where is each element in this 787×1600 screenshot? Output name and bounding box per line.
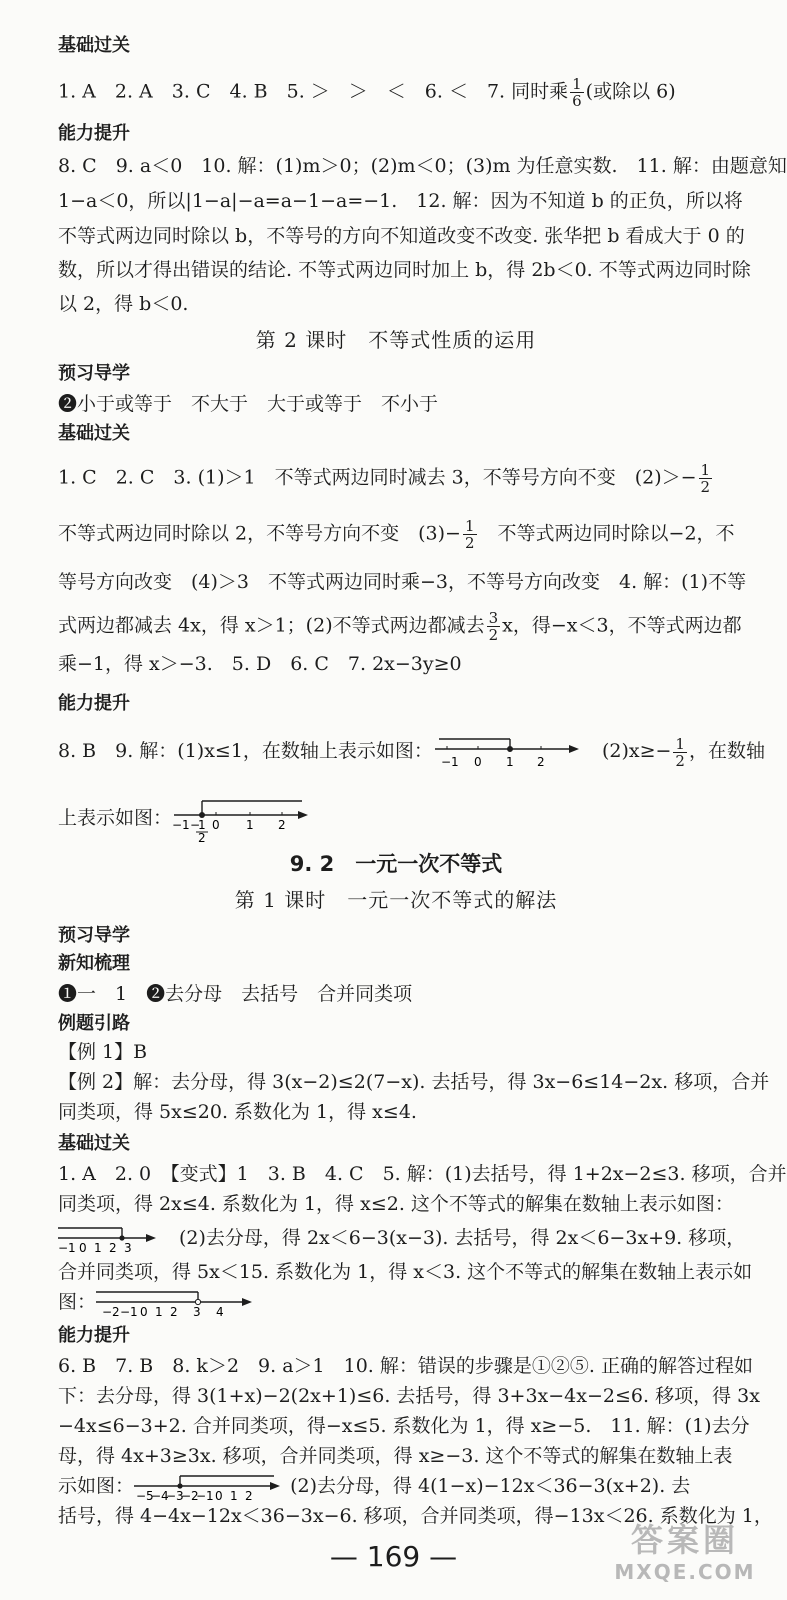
tick-label: −2 — [181, 1489, 199, 1502]
answer-line: ❶一 1 ❷去分母 去括号 合并同类项 — [58, 983, 413, 1005]
tick-label: −3 — [166, 1489, 184, 1502]
tick-label: 3 — [124, 1241, 132, 1254]
answer-line: 同类项，得 2x≤4. 系数化为 1，得 x≤2. 这个不等式的解集在数轴上表示如图： — [58, 1193, 734, 1215]
answer-line: 不等式两边同时除以 b，不等号的方向不知道改变不改变. 张华把 b 看成大于 0 的 — [58, 225, 745, 247]
tick-label: −1 — [440, 755, 459, 769]
tick-label: −1 — [196, 1489, 214, 1502]
fraction-one-half: $\frac{1}{2}$ — [464, 517, 475, 552]
tick-label: − — [190, 818, 201, 832]
answer-line: 式两边都减去 4x，得 x＞1；(2)不等式两边都减去 $\frac{3}{2}$ x，得−x＜3，不等式两边都 — [58, 609, 742, 644]
answer-line: 1. A 2. 0 【变式】1 3. B 4. C 5. 解：(1)去括号，得 1+2x−2≤3. 移项，合并 — [58, 1163, 787, 1185]
tick-label: 4 — [216, 1305, 224, 1318]
heading-basic-1: 基础过关 — [58, 35, 130, 56]
answer-line: 【例 1】B — [58, 1041, 148, 1063]
answer-line: 8. C 9. a＜0 10. 解：(1)m＞0；(2)m＜0；(3)m 为任意实数. 11. 解：由题意知 — [58, 155, 787, 177]
answer-line: 不等式两边同时除以 2，不等号方向不变 (3)− $\frac{1}{2}$ 不等式两边同时除以−2，不 — [58, 517, 735, 552]
answer-line: −4x≤6−3+2. 合并同类项，得−x≤5. 系数化为 1，得 x≥−5. 11. 解：(1)去分 — [58, 1415, 750, 1437]
number-line-3 — [58, 1224, 160, 1254]
answer-line: 合并同类项，得 5x＜15. 系数化为 1，得 x＜3. 这个不等式的解集在数轴上表示如 — [58, 1261, 753, 1283]
tick-label: 3 — [193, 1305, 201, 1318]
heading-basic-3: 基础过关 — [58, 1133, 130, 1154]
answer-line: 下：去分母，得 3(1+x)−2(2x+1)≤6. 去括号，得 3+3x−4x−2≤6. 移项，得 3x — [58, 1385, 760, 1407]
tick-label: 0 — [79, 1241, 87, 1254]
tick-label: 1 — [198, 818, 206, 832]
heading-basic-2: 基础过关 — [58, 423, 130, 444]
answer-line: 8. B 9. 解：(1)x≤1，在数轴上表示如图： −1 0 1 2 (2)x≥− $\frac{1}{2}$ ，在数轴 — [58, 734, 765, 770]
tick-label: 2 — [170, 1305, 178, 1318]
tick-label: −5 — [136, 1489, 154, 1502]
answer-line: −1 0 1 2 3 (2)去分母，得 2x＜6−3(x−3). 去括号，得 2x＜6−3x+9. 移项， — [58, 1224, 734, 1254]
number-line-2 — [172, 795, 312, 843]
answer-line: 1−a＜0，所以|1−a|−a=a−1−a=−1. 12. 解：因为不知道 b 的正负，所以将 — [58, 190, 743, 212]
answer-line: 等号方向改变 (4)＞3 不等式两边同时乘−3，不等号方向改变 4. 解：(1)不等 — [58, 571, 747, 593]
tick-label: −2 — [102, 1305, 120, 1318]
page-number: — 169 — — [329, 1540, 458, 1573]
tick-label: −4 — [151, 1489, 169, 1502]
tick-label: 2 — [245, 1489, 253, 1502]
number-line-5 — [134, 1472, 284, 1502]
fraction-one-half: $\frac{1}{2}$ — [700, 461, 711, 496]
answer-line: 以 2，得 b＜0. — [58, 293, 189, 315]
tick-label: 2 — [278, 818, 286, 832]
answer-line: 母，得 4x+3≥3x. 移项，合并同类项，得 x≥−3. 这个不等式的解集在数轴上表 — [58, 1445, 733, 1467]
fraction-three-halves: $\frac{3}{2}$ — [488, 609, 499, 644]
answer-line: 数，所以才得出错误的结论. 不等式两边同时加上 b，得 2b＜0. 不等式两边同时除 — [58, 259, 751, 281]
heading-preview-1: 预习导学 — [58, 363, 130, 384]
answer-line: 【例 2】解：去分母，得 3(x−2)≤2(7−x). 去括号，得 3x−6≤14−2x. 移项，合并 — [58, 1071, 770, 1093]
tick-label: 0 — [140, 1305, 148, 1318]
heading-preview-2: 预习导学 — [58, 925, 130, 946]
answer-line: 1. A 2. A 3. C 4. B 5. ＞ ＞ ＜ 6. ＜ 7. 同时乘 $\frac{1}{6}$ (或除以 6) — [58, 75, 676, 110]
answer-line: 6. B 7. B 8. k＞2 9. a＞1 10. 解：错误的步骤是①②⑤. 正确的解答过程如 — [58, 1355, 753, 1377]
watermark-logo: 答案圈 MXQE.COM — [614, 1521, 756, 1584]
tick-label: 1 — [94, 1241, 102, 1254]
heading-advanced-1: 能力提升 — [58, 123, 130, 144]
fraction-one-half: $\frac{1}{2}$ — [675, 734, 685, 770]
tick-label: 1 — [505, 755, 514, 769]
tick-label: −1 — [58, 1241, 76, 1254]
tick-label: 0 — [212, 818, 220, 832]
answer-line: 图： −2 −1 0 1 2 3 4 — [58, 1288, 734, 1318]
heading-examples: 例题引路 — [58, 1013, 130, 1034]
tick-label: −1 — [172, 818, 190, 832]
answer-line: 乘−1，得 x＞−3. 5. D 6. C 7. 2x−3y≥0 — [58, 653, 462, 675]
tick-label: 2 — [536, 755, 545, 769]
tick-label: 1 — [230, 1489, 238, 1502]
answer-line: 示如图： −5 −4 −3 −2 −1 0 1 2 (2)去分母，得 4(1−x)−12x＜36−3(x+2). 去 — [58, 1472, 734, 1502]
tick-label: 0 — [215, 1489, 223, 1502]
number-line-1 — [433, 735, 583, 769]
answer-line: 括号，得 4−4x−12x＜36−3x−6. 移项，合并同类项，得−13x＜26. 系数化为 1， — [58, 1505, 773, 1527]
section-title: 9. 2 一元一次不等式 — [289, 852, 503, 876]
tick-label: 2 — [109, 1241, 117, 1254]
answer-line: 同类项，得 5x≤20. 系数化为 1，得 x≤4. — [58, 1101, 417, 1123]
tick-label: 0 — [473, 755, 482, 769]
tick-label: −1 — [120, 1305, 138, 1318]
tick-label: 1 — [246, 818, 254, 832]
answer-line: 上表示如图： −1 − 1 2 0 1 2 — [58, 795, 734, 843]
heading-new-knowledge: 新知梳理 — [58, 953, 130, 974]
lesson-title-2: 第 2 课时 不等式性质的运用 — [255, 328, 537, 352]
answer-line: ❷小于或等于 不大于 大于或等于 不小于 — [58, 393, 439, 415]
number-line-4 — [96, 1288, 256, 1318]
tick-label: 2 — [198, 831, 206, 843]
heading-advanced-2: 能力提升 — [58, 693, 130, 714]
heading-advanced-3: 能力提升 — [58, 1325, 130, 1346]
answer-line: 1. C 2. C 3. (1)＞1 不等式两边同时减去 3，不等号方向不变 (2)＞− $\frac{1}{2}$ — [58, 461, 711, 496]
lesson-title-1: 第 1 课时 一元一次不等式的解法 — [234, 888, 558, 912]
tick-label: 1 — [155, 1305, 163, 1318]
fraction-one-sixth: $\frac{1}{6}$ — [572, 75, 582, 110]
